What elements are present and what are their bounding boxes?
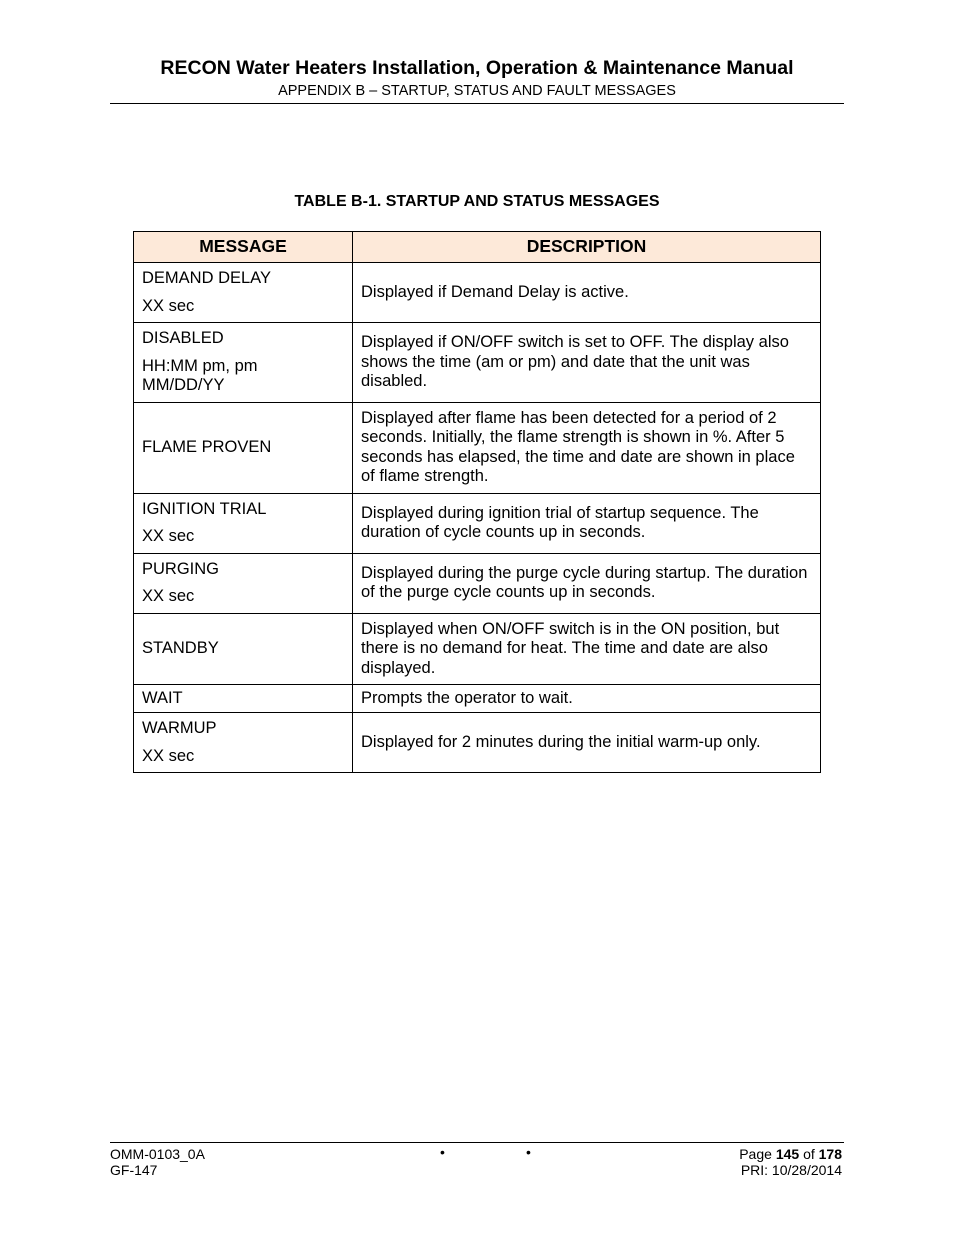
description-cell: Displayed during the purge cycle during startup. The duration of the purge cycle counts up in seconds. bbox=[353, 553, 821, 613]
message-text: DISABLED bbox=[142, 329, 224, 347]
pri-date: PRI: 10/28/2014 bbox=[740, 1162, 842, 1178]
message-subtext: XX sec bbox=[142, 527, 195, 545]
message-text: WAIT bbox=[142, 688, 183, 707]
table-row bbox=[134, 553, 821, 613]
description-cell: Displayed after flame has been detected for a period of 2 seconds. Initially, the flame strength is shown in %. After 5 seconds has elapsed, the time and date are shown in place of flame strength. bbox=[353, 402, 821, 493]
description-cell: Displayed when ON/OFF switch is in the ON position, but there is no demand for heat. The time and date are also displayed. bbox=[353, 613, 821, 685]
footer-bullet-icon: • bbox=[440, 1144, 445, 1160]
message-cell bbox=[134, 553, 353, 613]
document-number: OMM-0103_0A bbox=[110, 1146, 205, 1162]
message-cell bbox=[134, 402, 353, 493]
message-cell bbox=[134, 263, 353, 323]
message-subtext: XX sec bbox=[142, 746, 195, 765]
footer-bullet-icon: • bbox=[526, 1144, 531, 1160]
header-divider bbox=[110, 103, 844, 104]
description-cell: Displayed if Demand Delay is active. bbox=[353, 263, 821, 323]
page-current: 145 bbox=[775, 1146, 800, 1162]
footer-left bbox=[110, 1146, 205, 1178]
table-row bbox=[134, 493, 821, 553]
message-text: IGNITION TRIAL bbox=[142, 499, 267, 518]
message-cell bbox=[134, 713, 353, 773]
table-row bbox=[134, 323, 821, 403]
message-subtext: HH:MM pm, pm MM/DD/YY bbox=[142, 356, 258, 394]
table-row bbox=[134, 713, 821, 773]
table-row bbox=[134, 685, 821, 713]
message-text: STANDBY bbox=[142, 639, 219, 657]
column-header-message: MESSAGE bbox=[134, 232, 353, 263]
appendix-subtitle: APPENDIX B – STARTUP, STATUS AND FAULT MESSAGES bbox=[278, 83, 676, 99]
page-header bbox=[110, 56, 844, 100]
message-subtext: XX sec bbox=[142, 587, 195, 605]
table-caption: TABLE B-1. STARTUP AND STATUS MESSAGES bbox=[294, 193, 660, 210]
startup-status-messages-table bbox=[133, 231, 821, 773]
page-label: Page bbox=[739, 1146, 772, 1162]
gf-number: GF-147 bbox=[110, 1162, 158, 1178]
message-subtext: XX sec bbox=[142, 296, 195, 315]
page-number bbox=[739, 1146, 842, 1162]
table-row bbox=[134, 613, 821, 685]
description-cell: Displayed if ON/OFF switch is set to OFF. The display also shows the time (am or pm) and date that the unit was disabled. bbox=[353, 323, 821, 403]
table-row bbox=[134, 402, 821, 493]
column-header-description: DESCRIPTION bbox=[353, 232, 821, 263]
message-cell bbox=[134, 323, 353, 403]
footer-right bbox=[739, 1146, 842, 1178]
table-row bbox=[134, 263, 821, 323]
message-cell bbox=[134, 613, 353, 685]
message-text: WARMUP bbox=[142, 719, 217, 737]
page-of: of bbox=[803, 1146, 815, 1162]
page-total: 178 bbox=[818, 1146, 842, 1162]
footer-divider bbox=[110, 1142, 844, 1143]
description-cell: Displayed for 2 minutes during the initial warm-up only. bbox=[353, 713, 821, 773]
document-title: RECON Water Heaters Installation, Operation & Maintenance Manual bbox=[160, 57, 794, 79]
message-text: FLAME PROVEN bbox=[142, 437, 272, 456]
description-cell: Prompts the operator to wait. bbox=[353, 685, 821, 713]
message-cell bbox=[134, 493, 353, 553]
description-cell: Displayed during ignition trial of startup sequence. The duration of cycle counts up in seconds. bbox=[353, 493, 821, 553]
message-cell bbox=[134, 685, 353, 713]
message-text: PURGING bbox=[142, 559, 220, 578]
table-header-row bbox=[134, 232, 821, 263]
message-text: DEMAND DELAY bbox=[142, 269, 271, 287]
